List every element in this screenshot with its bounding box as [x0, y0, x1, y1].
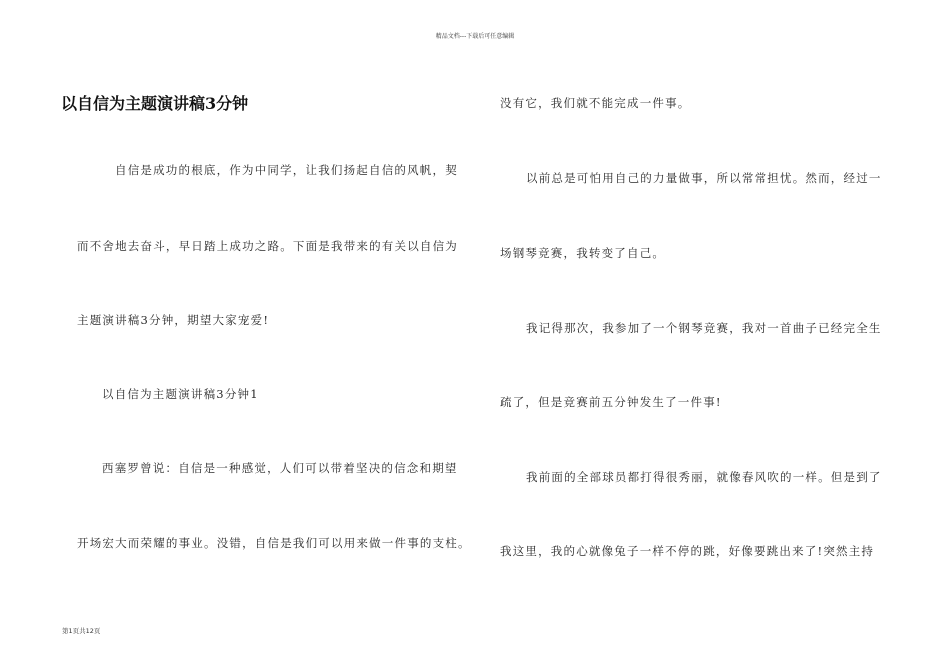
- paragraph-line: 场钢琴竞赛，我转变了自己。: [500, 246, 666, 260]
- paragraph-line: 疏了，但是竞赛前五分钟发生了一件事!: [500, 395, 722, 409]
- paragraph-line: 没有它，我们就不能完成一件事。: [500, 96, 691, 110]
- paragraph-line: 自信是成功的根底，作为中同学，让我们扬起自信的风帆，契: [115, 163, 458, 177]
- paragraph-line: 我这里，我的心就像兔子一样不停的跳，好像要跳出来了!突然主持: [500, 544, 875, 558]
- paragraph-line: 而不舍地去奋斗，早日踏上成功之路。下面是我带来的有关以自信为: [77, 239, 458, 253]
- page-number: 第1页共12页: [62, 627, 101, 635]
- paragraph-line: 以前总是可怕用自己的力量做事，所以常常担忧。然而，经过一: [526, 171, 882, 185]
- paragraph-line: 开场宏大而荣耀的事业。没错，自信是我们可以用来做一件事的支柱。: [77, 536, 471, 550]
- paragraph-line: 我记得那次，我参加了一个钢琴竞赛，我对一首曲子已经完全生: [526, 321, 882, 335]
- paragraph-line: 我前面的全部球员都打得很秀丽，就像春风吹的一样。但是到了: [526, 470, 882, 484]
- page-title: 以自信为主题演讲稿3分钟: [61, 94, 249, 113]
- header-note: 精品文档---下载后可任意编辑: [435, 33, 515, 40]
- paragraph-line: 西塞罗曾说：自信是一种感觉，人们可以带着坚决的信念和期望: [102, 461, 458, 475]
- section-heading: 以自信为主题演讲稿3分钟1: [102, 387, 259, 401]
- paragraph-line: 主题演讲稿3分钟，期望大家宠爱!: [77, 313, 270, 327]
